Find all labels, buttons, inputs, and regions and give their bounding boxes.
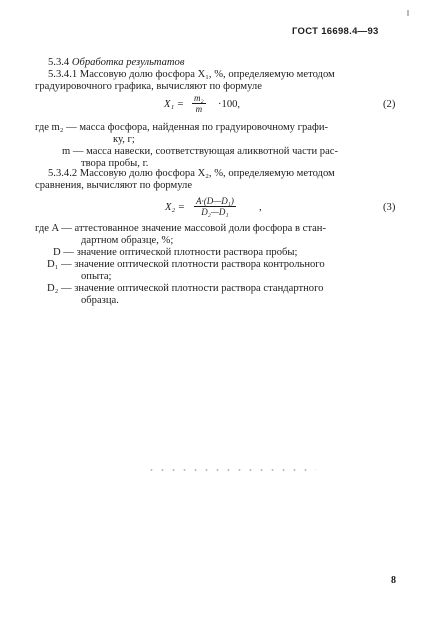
formula-2-numerator: m₂ bbox=[194, 93, 204, 103]
section-title: Обработка результатов bbox=[71, 57, 185, 68]
definition-text: аттестованное значение массовой доли фосфора в стан- bbox=[74, 223, 327, 234]
definition-m-cont: твора пробы, г. bbox=[81, 158, 149, 169]
formula-3-numerator: A·(D—D₁) bbox=[196, 196, 234, 206]
definition-d1 bbox=[47, 259, 325, 271]
paragraph-5-3-4-2-line-2: сравнения, вычисляют по формуле bbox=[35, 180, 193, 191]
formula-2-number: (2) bbox=[383, 99, 396, 110]
formula-2-tail: ·100, bbox=[218, 99, 241, 110]
page-number: 8 bbox=[391, 575, 396, 586]
definition-d2-cont: образца. bbox=[81, 295, 119, 306]
margin-mark bbox=[407, 10, 409, 16]
definition-term: D — bbox=[53, 247, 74, 258]
definition-text: масса фосфора, найденная по градуировочному графи- bbox=[79, 122, 329, 133]
formula-3-number: (3) bbox=[383, 202, 396, 213]
definition-d bbox=[53, 247, 297, 259]
definition-m2 bbox=[35, 122, 328, 134]
formula-2-denominator: m bbox=[195, 104, 203, 114]
section-heading bbox=[48, 57, 184, 69]
paragraph-5-3-4-2-line-1: 5.3.4.2 Массовую долю фосфора X₂, %, определяемую методом bbox=[48, 168, 335, 179]
section-number: 5.3.4 bbox=[48, 57, 70, 68]
formula-2-lhs: X₁ = bbox=[164, 99, 184, 110]
scan-artifact-dots bbox=[146, 469, 316, 471]
definition-d1-cont: опыта; bbox=[81, 271, 112, 282]
formula-3-tail: , bbox=[259, 202, 262, 213]
document-number: ГОСТ 16698.4—93 bbox=[292, 26, 379, 37]
definition-d2 bbox=[47, 283, 323, 295]
formula-3-fraction bbox=[194, 196, 236, 217]
definition-m2-cont: ку, г; bbox=[113, 134, 135, 145]
definition-text: значение оптической плотности раствора контрольного bbox=[74, 259, 325, 270]
definition-text: масса навески, соответствующая аликвотной части рас- bbox=[86, 146, 339, 157]
definition-term: где A — bbox=[35, 223, 72, 234]
formula-3-lhs: X₂ = bbox=[165, 202, 185, 213]
definition-m bbox=[62, 146, 338, 158]
definition-term: D₂ — bbox=[47, 283, 72, 294]
definition-text: значение оптической плотности раствора пробы; bbox=[76, 247, 298, 258]
definition-text: значение оптической плотности раствора стандартного bbox=[74, 283, 324, 294]
definition-a-cont: дартном образце, %; bbox=[81, 235, 174, 246]
paragraph-5-3-4-1-line-2: градуировочного графика, вычисляют по формуле bbox=[35, 81, 262, 92]
formula-3-denominator: D₂—D₁ bbox=[201, 207, 229, 217]
definition-term: m — bbox=[62, 146, 84, 157]
definition-term: D₁ — bbox=[47, 259, 72, 270]
formula-2-fraction bbox=[192, 93, 206, 114]
definition-a bbox=[35, 223, 326, 235]
paragraph-5-3-4-1-line-1: 5.3.4.1 Массовую долю фосфора X₁, %, определяемую методом bbox=[48, 69, 335, 80]
definition-term: где m₂ — bbox=[35, 122, 77, 133]
